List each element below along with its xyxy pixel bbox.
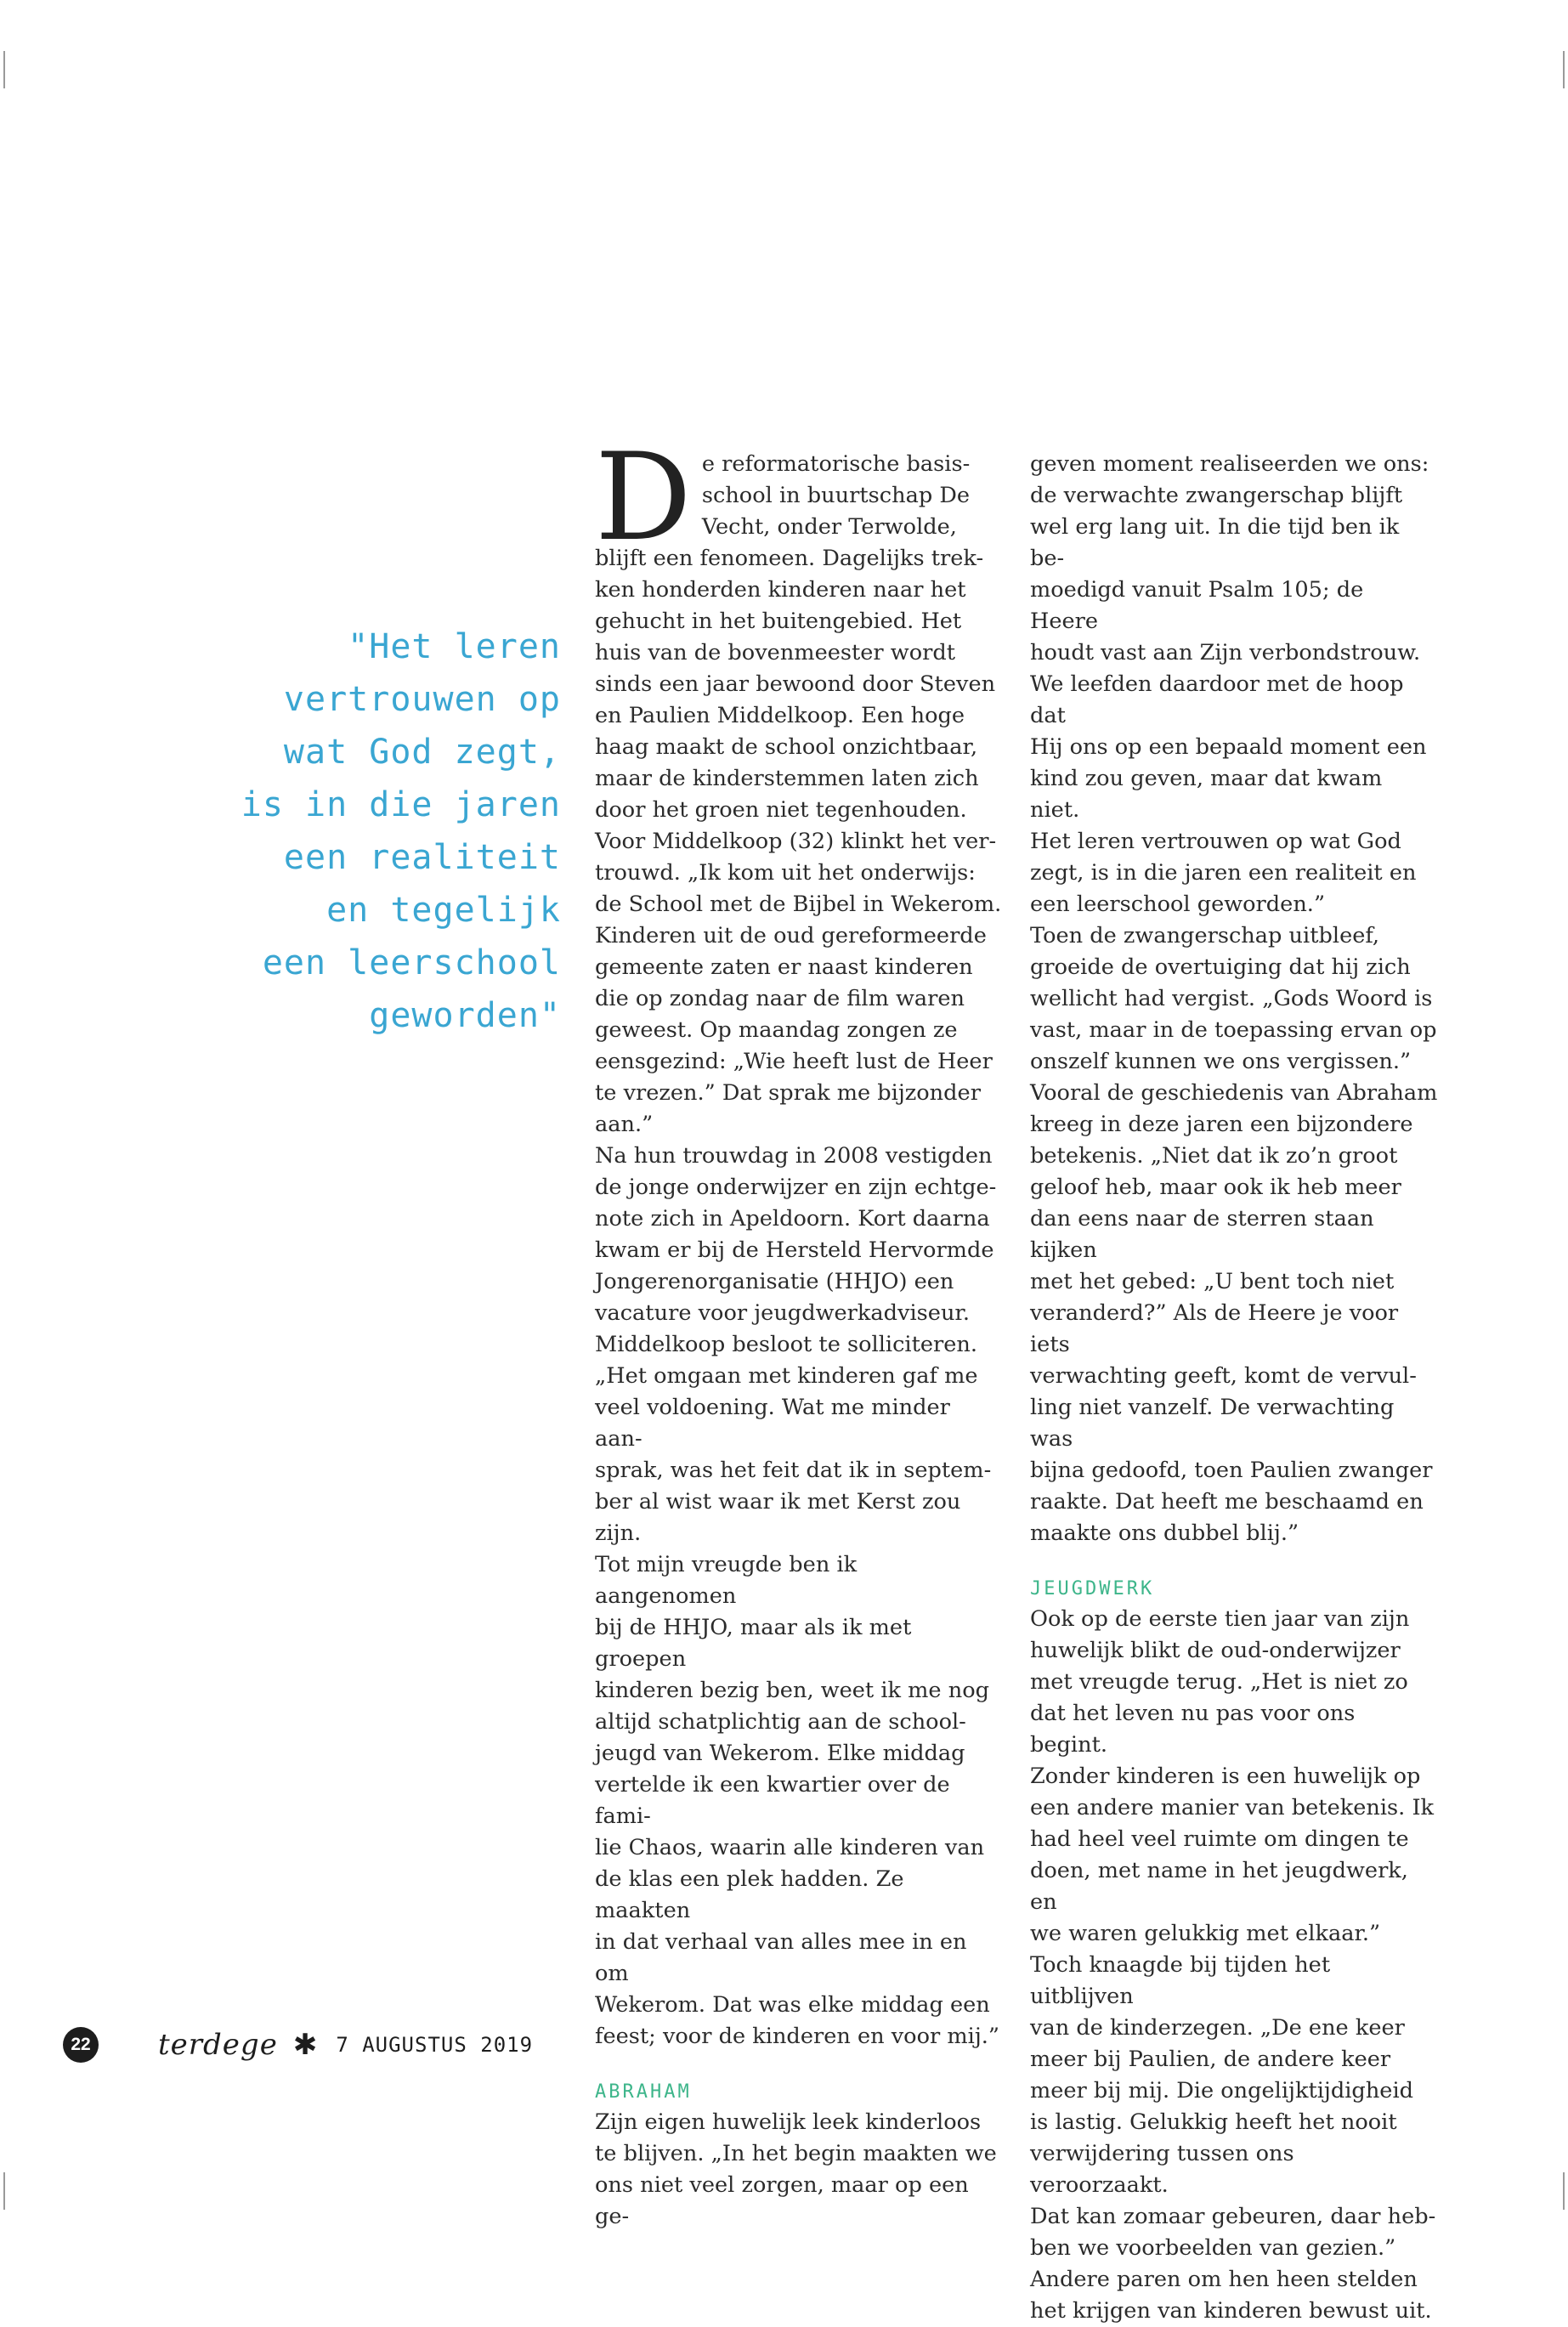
text-line: met het gebed: „U bent toch niet [1030, 1269, 1395, 1294]
crop-mark-bottom-right [1563, 2172, 1565, 2210]
text-line: een leerschool geworden.” [1030, 892, 1326, 917]
text-line: die op zondag naar de film waren [595, 986, 965, 1011]
text-line: een andere manier van betekenis. Ik [1030, 1795, 1435, 1820]
text-line: kinderen bezig ben, weet ik me nog [595, 1678, 989, 1703]
article-column-1 [595, 427, 1003, 2233]
text-line: bij de HHJO, maar als ik met groepen [595, 1615, 912, 1672]
column-2-body [1030, 449, 1438, 1549]
star-separator-icon: ✱ [292, 2028, 318, 2062]
section-heading-jeugdwerk: JEUGDWERK [1030, 1578, 1155, 1599]
text-line: lie Chaos, waarin alle kinderen van [595, 1835, 985, 1860]
text-line: de jonge onderwijzer en zijn echtge- [595, 1175, 997, 1200]
text-line: vertelde ik een kwartier over de fami- [595, 1772, 950, 1829]
section-heading-abraham: ABRAHAM [595, 2081, 692, 2103]
text-line: trouwd. „Ik kom uit het onderwijs: [595, 860, 976, 886]
text-line: en Paulien Middelkoop. Een hoge [595, 703, 965, 728]
text-line: bijna gedoofd, toen Paulien zwanger [1030, 1458, 1433, 1483]
text-line: ons niet veel zorgen, maar op een ge- [595, 2172, 969, 2229]
magazine-logo: terdege [158, 2028, 278, 2062]
text-line: onszelf kunnen we ons vergissen.” [1030, 1049, 1412, 1074]
text-line: Vecht, onder Terwolde, [701, 514, 957, 540]
text-line: maar de kinderstemmen laten zich [595, 766, 979, 791]
text-line: vacature voor jeugdwerkadviseur. [595, 1300, 970, 1326]
text-line: in dat verhaal van alles mee in en om [595, 1929, 967, 1986]
text-line: van de kinderzegen. „De ene keer [1030, 2015, 1405, 2041]
text-line: aan.” [595, 1112, 654, 1137]
text-line: Jongerenorganisatie (HHJO) een [595, 1269, 954, 1294]
text-line: geven moment realiseerden we ons: [1030, 451, 1429, 477]
page-footer [63, 2021, 533, 2069]
pull-quote [195, 620, 561, 1042]
text-line: sinds een jaar bewoond door Steven [595, 671, 996, 697]
text-line: Voor Middelkoop (32) klinkt het ver- [595, 829, 997, 854]
text-line: Tot mijn vreugde ben ik aangenomen [595, 1552, 858, 1609]
issue-date: 7 AUGUSTUS 2019 [336, 2033, 534, 2057]
text-line: Vooral de geschiedenis van Abraham [1030, 1080, 1438, 1106]
text-line: Toen de zwangerschap uitbleef, [1030, 923, 1380, 948]
text-line: Toch knaagde bij tijden het uitblijven [1030, 1952, 1331, 2009]
text-line: meer bij Paulien, de andere keer [1030, 2047, 1391, 2072]
drop-cap: D [595, 427, 692, 568]
text-line: houdt vast aan Zijn verbondstrouw. [1030, 640, 1421, 665]
text-line: altijd schatplichtig aan de school- [595, 1709, 966, 1735]
column-1-body [595, 427, 1003, 2052]
text-line: doen, met name in het jeugdwerk, en [1030, 1858, 1408, 1915]
text-line: sprak, was het feit dat ik in septem- [595, 1458, 992, 1483]
text-line: kreeg in deze jaren een bijzondere [1030, 1112, 1413, 1137]
text-line: Hij ons op een bepaald moment een [1030, 734, 1427, 760]
text-line: had heel veel ruimte om dingen te [1030, 1826, 1409, 1852]
text-line: zegt, is in die jaren een realiteit en [1030, 860, 1417, 886]
pull-quote-line: en tegelijk [326, 891, 561, 930]
pull-quote-line: "Het leren [348, 627, 561, 666]
text-line: Middelkoop besloot te solliciteren. [595, 1332, 978, 1357]
text-line: raakte. Dat heeft me beschaamd en [1030, 1489, 1424, 1515]
text-line: ken honderden kinderen naar het [595, 577, 966, 603]
text-line: kind zou geven, maar dat kwam niet. [1030, 766, 1383, 823]
text-line: maakte ons dubbel blij.” [1030, 1520, 1299, 1546]
text-line: Zonder kinderen is een huwelijk op [1030, 1764, 1421, 1789]
text-line: haag maakt de school onzichtbaar, [595, 734, 978, 760]
text-line: wellicht had vergist. „Gods Woord is [1030, 986, 1433, 1011]
pull-quote-line: geworden" [369, 996, 561, 1035]
text-line: We leefden daardoor met de hoop dat [1030, 671, 1404, 728]
text-line: eensgezind: „Wie heeft lust de Heer [595, 1049, 993, 1074]
pull-quote-line: een realiteit [283, 838, 561, 877]
text-line: dan eens naar de sterren staan kijken [1030, 1206, 1374, 1263]
text-line: gemeente zaten er naast kinderen [595, 954, 973, 980]
text-line: te blijven. „In het begin maakten we [595, 2141, 997, 2166]
text-line: geweest. Op maandag zongen ze [595, 1017, 958, 1043]
pull-quote-line: een leerschool [262, 943, 561, 982]
article-column-2 [1030, 449, 1438, 2327]
text-line: veranderd?” Als de Heere je voor iets [1030, 1300, 1399, 1357]
column-2-end [1030, 1604, 1438, 2327]
text-line: Wekerom. Dat was elke middag een [595, 1992, 990, 2018]
crop-mark-top-right [1563, 51, 1565, 88]
text-line: wel erg lang uit. In die tijd ben ik be- [1030, 514, 1400, 571]
text-line: feest; voor de kinderen en voor mij.” [595, 2024, 999, 2049]
pull-quote-line: vertrouwen op [283, 680, 561, 719]
pull-quote-line: is in die jaren [241, 785, 561, 824]
page-number: 22 [63, 2027, 99, 2063]
text-line: de School met de Bijbel in Wekerom. [595, 892, 1002, 917]
text-line: te vrezen.” Dat sprak me bijzonder [595, 1080, 981, 1106]
text-line: is lastig. Gelukkig heeft het nooit [1030, 2109, 1397, 2135]
text-line: geloof heb, maar ook ik heb meer [1030, 1175, 1401, 1200]
text-line: betekenis. „Niet dat ik zo’n groot [1030, 1143, 1398, 1169]
text-line: dat het leven nu pas voor ons begint. [1030, 1701, 1356, 1758]
pull-quote-line: wat God zegt, [283, 733, 561, 772]
text-line: ber al wist waar ik met Kerst zou zijn. [595, 1489, 961, 1546]
text-line: Andere paren om hen heen stelden [1030, 2267, 1418, 2292]
text-line: veel voldoening. Wat me minder aan- [595, 1395, 950, 1452]
text-line: verwachting geeft, komt de vervul- [1030, 1363, 1417, 1389]
crop-mark-top-left [3, 51, 5, 88]
text-line: huis van de bovenmeester wordt [595, 640, 956, 665]
text-line: met vreugde terug. „Het is niet zo [1030, 1669, 1408, 1695]
text-line: jeugd van Wekerom. Elke middag [595, 1741, 965, 1766]
text-line: „Het omgaan met kinderen gaf me [595, 1363, 978, 1389]
text-line: huwelijk blikt de oud-onderwijzer [1030, 1638, 1401, 1663]
text-line: note zich in Apeldoorn. Kort daarna [595, 1206, 990, 1231]
text-line: de klas een plek hadden. Ze maakten [595, 1866, 904, 1923]
text-line: groeide de overtuiging dat hij zich [1030, 954, 1411, 980]
text-line: Kinderen uit de oud gereformeerde [595, 923, 987, 948]
text-line: vast, maar in de toepassing ervan op [1030, 1017, 1437, 1043]
text-line: ben we voorbeelden van gezien.” [1030, 2235, 1396, 2261]
text-line: kwam er bij de Hersteld Hervormde [595, 1237, 994, 1263]
text-line: de verwachte zwangerschap blijft [1030, 483, 1403, 508]
text-line: e reformatorische basis- [701, 451, 971, 477]
text-line: gehucht in het buitengebied. Het [595, 609, 962, 634]
text-line: we waren gelukkig met elkaar.” [1030, 1921, 1381, 1946]
text-line: Dat kan zomaar gebeuren, daar heb- [1030, 2204, 1436, 2229]
text-line: Het leren vertrouwen op wat God [1030, 829, 1401, 854]
text-line: Zijn eigen huwelijk leek kinderloos [595, 2109, 982, 2135]
text-line: school in buurtschap De [701, 483, 971, 508]
crop-mark-bottom-left [3, 2172, 5, 2210]
text-line: door het groen niet tegenhouden. [595, 797, 967, 823]
text-line: meer bij mij. Die ongelijktijdigheid [1030, 2078, 1414, 2103]
text-line: Na hun trouwdag in 2008 vestigden [595, 1143, 993, 1169]
text-line: het krijgen van kinderen bewust uit. [1030, 2298, 1432, 2324]
text-line: blijft een fenomeen. Dagelijks trek- [595, 546, 984, 571]
text-line: moedigd vanuit Psalm 105; de Heere [1030, 577, 1364, 634]
text-line: verwijdering tussen ons veroorzaakt. [1030, 2141, 1294, 2198]
column-1-end [595, 2107, 1003, 2233]
text-line: ling niet vanzelf. De verwachting was [1030, 1395, 1395, 1452]
text-line: Ook op de eerste tien jaar van zijn [1030, 1606, 1410, 1632]
